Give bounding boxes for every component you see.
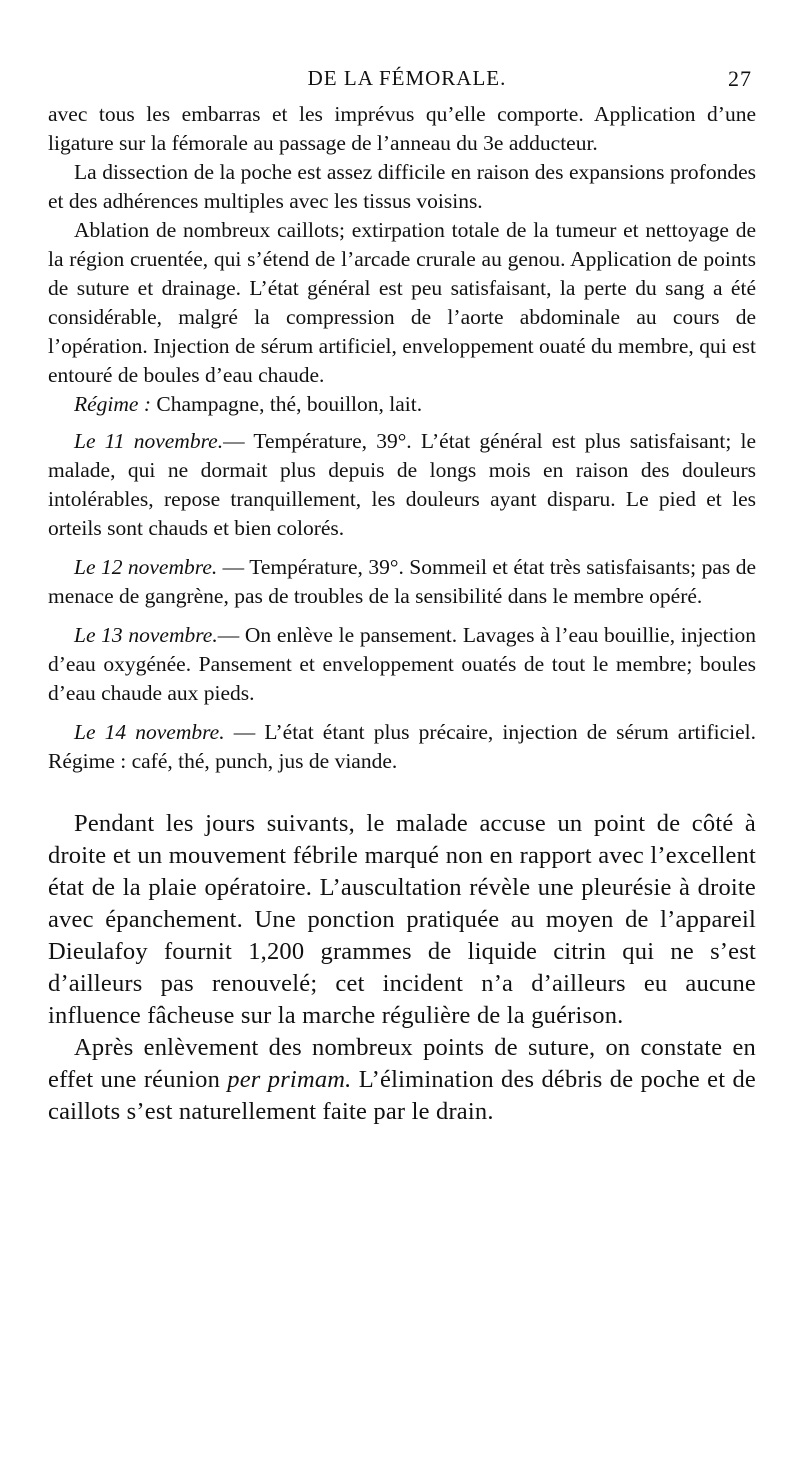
- running-head: [48, 60, 756, 100]
- entry-date-label: Le 12 novembre.: [74, 555, 218, 579]
- case-report-notes: [48, 100, 756, 776]
- entry-text: — On enlève le pansement. Lavages à l’eau bouillie, injection d’eau oxygénée. Pansement et enveloppement ouatés de tout le membre; boules d’eau chaude aux pieds.: [48, 623, 756, 705]
- entry-text: — Température, 39°. L’état général est plus satisfaisant; le malade, qui ne dormait plus depuis de longs mois en raison des douleurs intolérables, repose tranquillement, les douleurs ayant disparu. Le pied et les orteils sont chauds et bien colorés.: [48, 429, 756, 540]
- healing-text-end: L’élimination des débris de poche et de caillots s’est naturellement faite par le drain.: [48, 1066, 757, 1125]
- healing-text-start: Après enlèvement des nombreux points de suture, on constate en effet une réunion: [48, 1034, 756, 1093]
- regime-text: Champagne, thé, bouillon, lait.: [151, 392, 423, 416]
- entry-11-november: [48, 427, 756, 543]
- latin-phrase: per primam.: [227, 1066, 352, 1093]
- paragraph-healing: [48, 1032, 756, 1128]
- entry-12-november: [48, 553, 756, 611]
- entry-date-label: Le 14 novembre.: [74, 720, 225, 744]
- entry-date-label: Le 11 novembre.: [74, 429, 224, 453]
- main-text: [48, 808, 756, 1128]
- page-number: 27: [728, 66, 752, 91]
- entry-date-label: Le 13 novembre.: [74, 623, 218, 647]
- running-title: DE LA FÉMORALE.: [307, 66, 507, 90]
- paragraph-ablation: Ablation de nombreux caillots; extirpation totale de la tumeur et nettoyage de la région cruentée, qui s’étend de l’arcade crurale au genou. Application de points de suture et drainage. L’état général est peu satisfaisant, la perte du sang a été considérable, malgré la compression de l’aorte abdominale au cours de l’opération. Injection de sérum artificiel, enveloppement ouaté du membre, qui est entouré de boules d’eau chaude.: [48, 218, 756, 387]
- paragraph-regime: [48, 390, 756, 419]
- entry-13-november: [48, 621, 756, 708]
- regime-label: Régime :: [74, 392, 152, 416]
- entry-14-november: [48, 718, 756, 776]
- paragraph-dissection: La dissection de la poche est assez difficile en raison des expansions profondes et des adhérences multiples avec les tissus voisins.: [48, 160, 756, 213]
- book-page: [48, 60, 756, 1128]
- entry-text: — L’état étant plus précaire, injection de sérum artificiel. Régime : café, thé, punch, jus de viande.: [48, 720, 756, 773]
- paragraph-ligature: avec tous les embarras et les imprévus qu’elle comporte. Application d’une ligature sur la fémorale au passage de l’anneau du 3e adducteur.: [48, 102, 756, 155]
- entry-text: — Température, 39°. Sommeil et état très satisfaisants; pas de menace de gangrène, pas de troubles de la sensibilité dans le membre opéré.: [48, 555, 756, 608]
- paragraph-pleurisy: Pendant les jours suivants, le malade accuse un point de côté à droite et un mouvement fébrile marqué non en rapport avec l’excellent état de la plaie opératoire. L’auscultation révèle une pleurésie à droite avec épanchement. Une ponction pratiquée au moyen de l’appareil Dieulafoy fournit 1,200 grammes de liquide citrin qui ne s’est d’ailleurs pas renouvelé; cet incident n’a d’ailleurs eu aucune influence fâcheuse sur la marche régulière de la guérison.: [48, 810, 756, 1029]
